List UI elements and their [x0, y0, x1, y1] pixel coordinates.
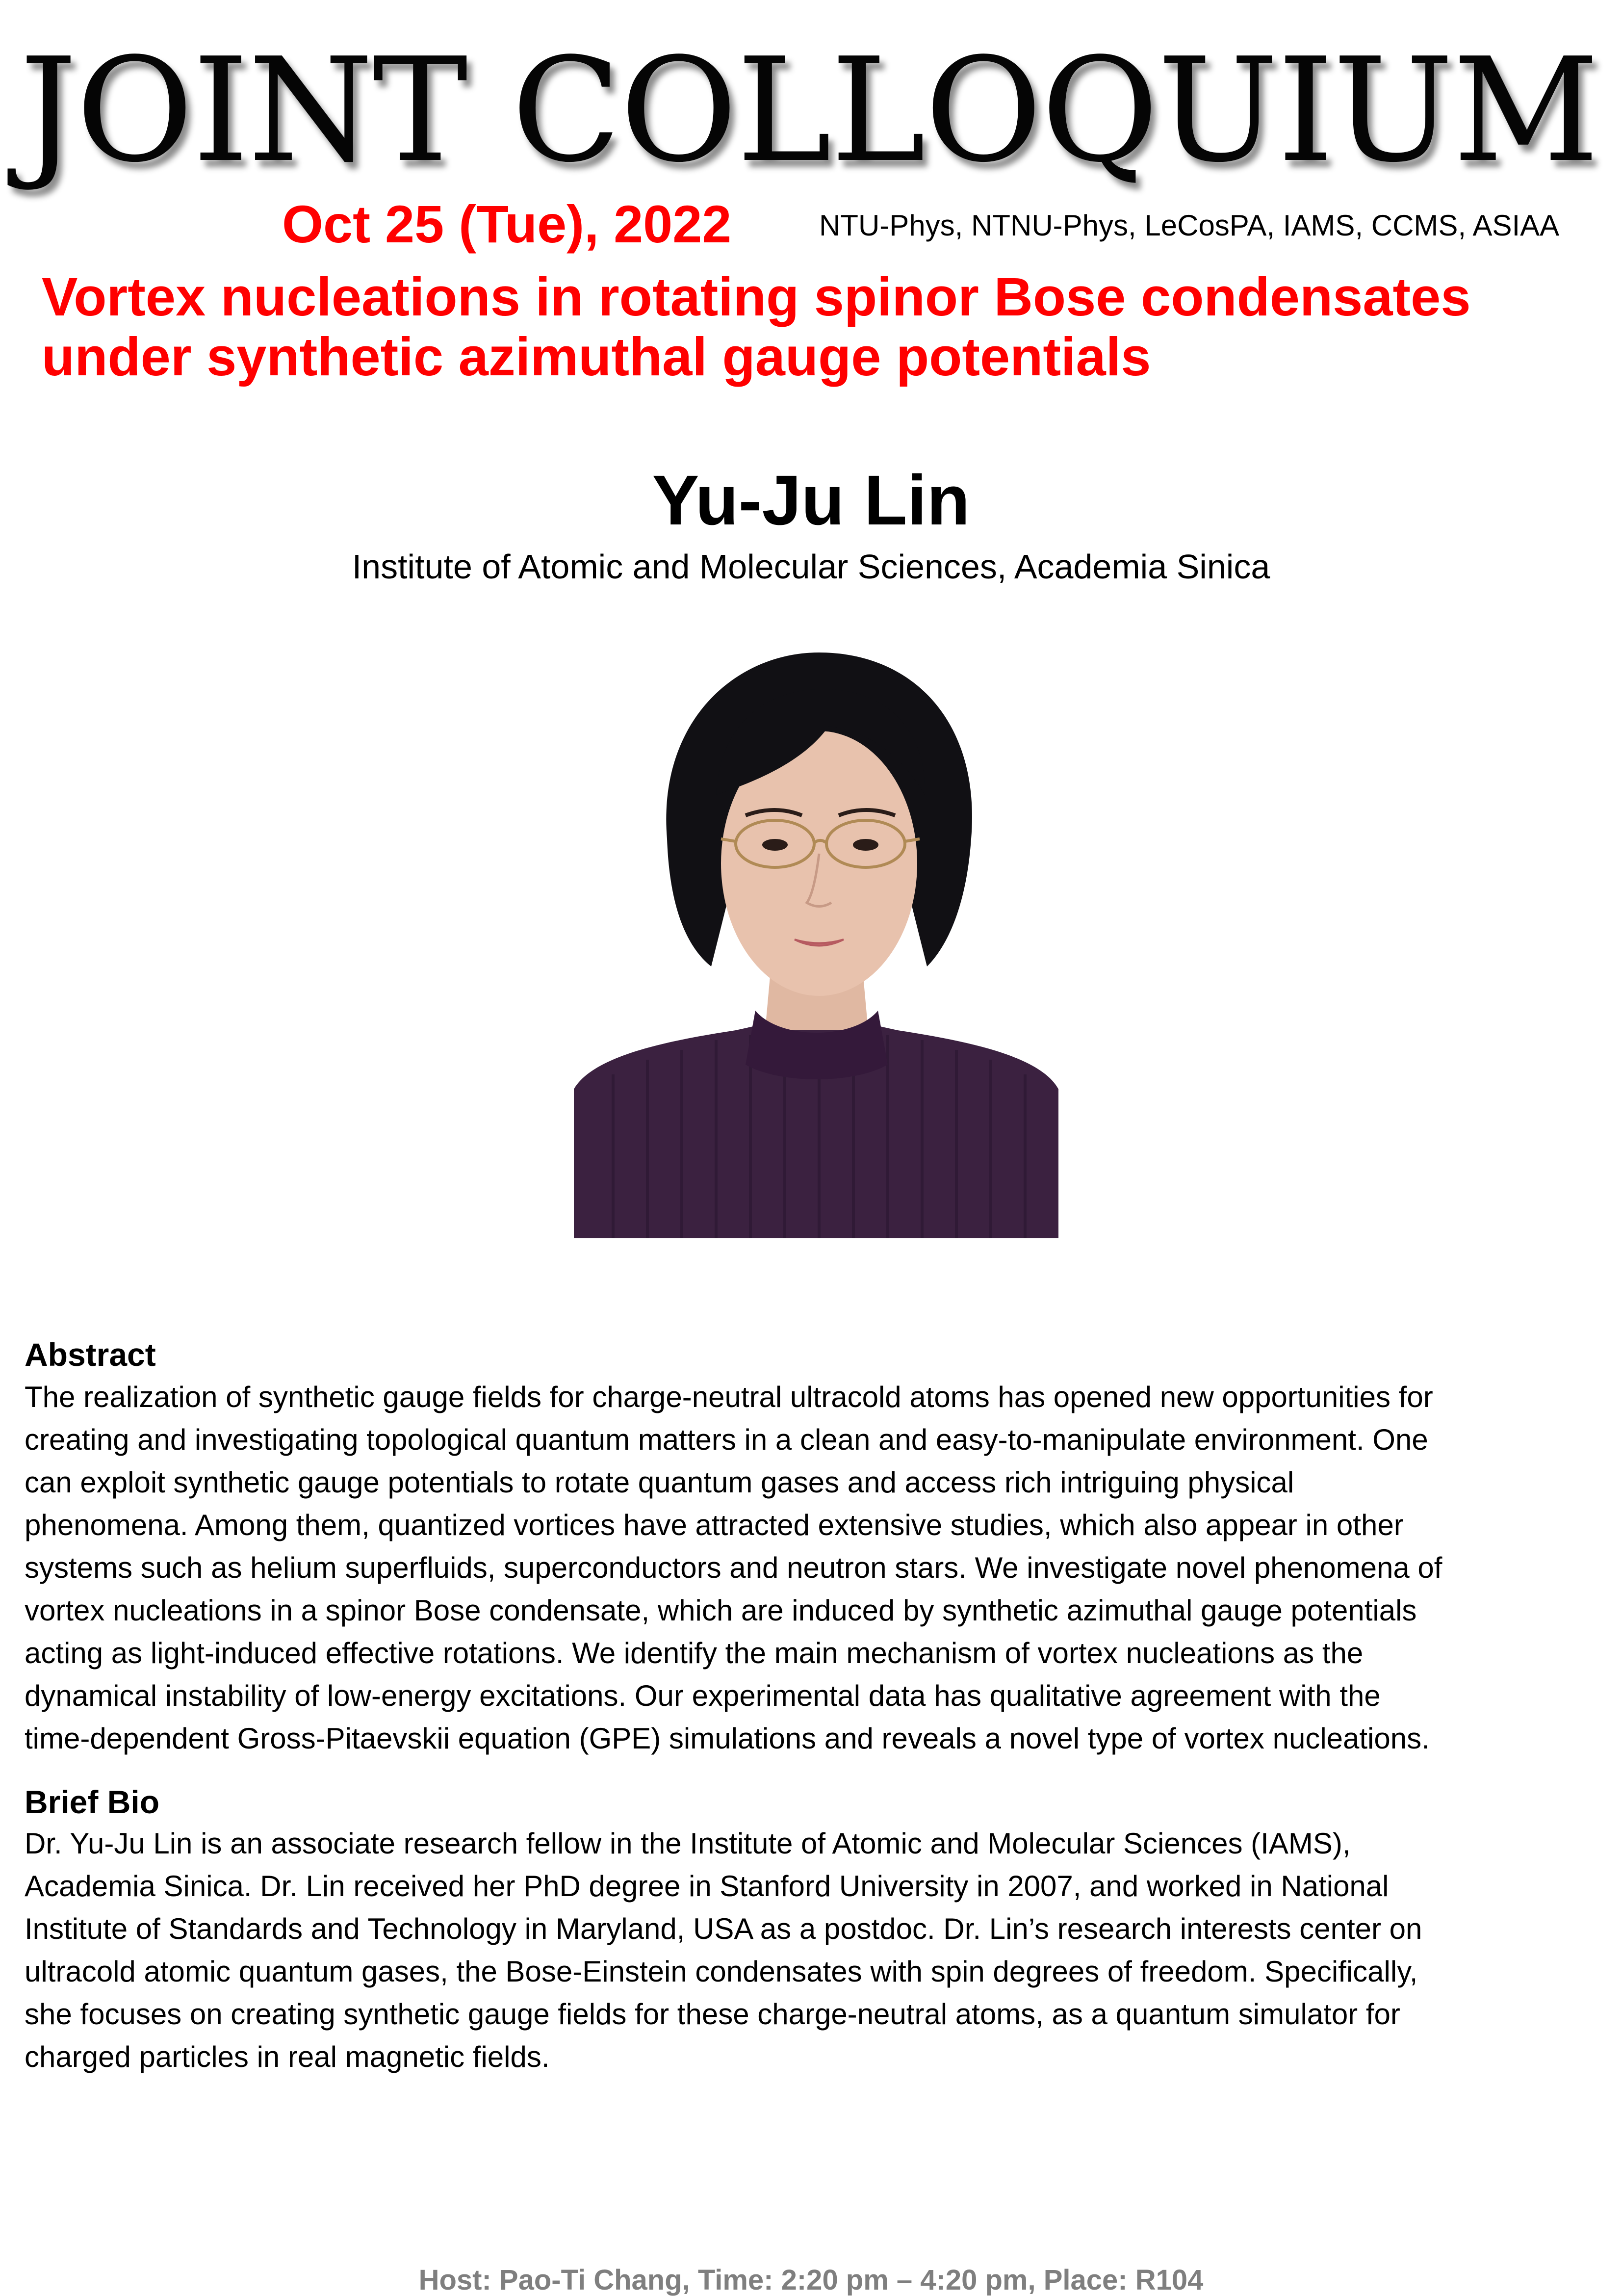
talk-title-line: under synthetic azimuthal gauge potentials [42, 327, 1151, 387]
speaker-name: Yu-Ju Lin [652, 461, 970, 540]
abstract-line: time-dependent Gross-Pitaevskii equation (GPE) simulations and reveals a novel type of vortex nucleations. [25, 1722, 1430, 1755]
abstract-line: systems such as helium superfluids, superconductors and neutron stars. We investigate novel phenomena of [25, 1551, 1442, 1584]
bio-text [25, 1822, 1614, 2078]
event-footer: Host: Pao-Ti Chang, Time: 2:20 pm – 4:20 pm, Place: R104 [418, 2264, 1204, 2296]
abstract-line: can exploit synthetic gauge potentials to rotate quantum gases and access rich intriguing physical [25, 1466, 1294, 1499]
banner-title: JOINT COLLOQUIUM [20, 27, 1598, 194]
bio-line: Academia Sinica. Dr. Lin received her PhD degree in Stanford University in 2007, and worked in National [25, 1870, 1389, 1903]
abstract-line: phenomena. Among them, quantized vortices have attracted extensive studies, which also appear in other [25, 1509, 1404, 1541]
bio-line: Dr. Yu-Ju Lin is an associate research fellow in the Institute of Atomic and Molecular Sciences (IAMS), [25, 1827, 1351, 1860]
speaker-portrait [574, 633, 1058, 1238]
abstract-line: vortex nucleations in a spinor Bose condensate, which are induced by synthetic azimuthal gauge potentials [25, 1594, 1417, 1627]
abstract-line: dynamical instability of low-energy excitations. Our experimental data has qualitative agreement with the [25, 1679, 1381, 1712]
bio-line: Institute of Standards and Technology in Maryland, USA as a postdoc. Dr. Lin’s research interests center on [25, 1912, 1422, 1945]
speaker-affiliation: Institute of Atomic and Molecular Sciences, Academia Sinica [352, 548, 1270, 586]
talk-title-line: Vortex nucleations in rotating spinor Bose condensates [42, 267, 1471, 327]
bio-line: she focuses on creating synthetic gauge fields for these charge-neutral atoms, as a quantum simulator for [25, 1998, 1400, 2031]
abstract-heading: Abstract [25, 1336, 156, 1373]
host-institutions: NTU-Phys, NTNU-Phys, LeCosPA, IAMS, CCMS, ASIAA [819, 209, 1560, 242]
talk-title [42, 267, 1601, 387]
abstract-line: acting as light-induced effective rotations. We identify the main mechanism of vortex nucleations as the [25, 1637, 1364, 1670]
bio-heading: Brief Bio [25, 1784, 160, 1820]
abstract-text [25, 1376, 1614, 1760]
abstract-line: The realization of synthetic gauge fields for charge-neutral ultracold atoms has opened new opportunities for [25, 1381, 1433, 1413]
bio-line: ultracold atomic quantum gases, the Bose-Einstein condensates with spin degrees of freedom. Specifically, [25, 1955, 1418, 1988]
event-date: Oct 25 (Tue), 2022 [282, 194, 732, 254]
abstract-line: creating and investigating topological quantum matters in a clean and easy-to-manipulate environment. One [25, 1423, 1428, 1456]
bio-line: charged particles in real magnetic fields. [25, 2040, 550, 2073]
